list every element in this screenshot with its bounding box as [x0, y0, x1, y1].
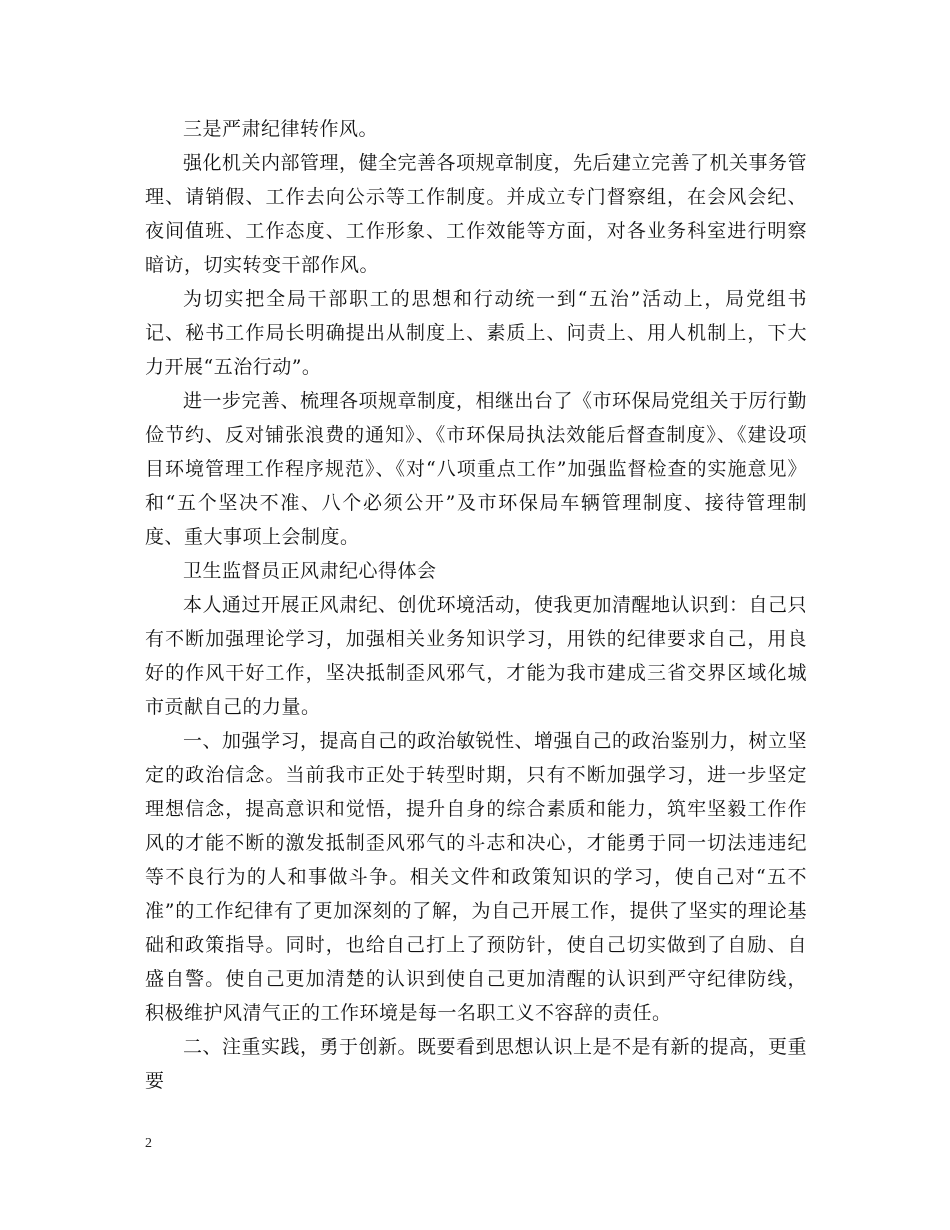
paragraph-internal-management: 强化机关内部管理，健全完善各项规章制度，先后建立完善了机关事务管理、请销假、工作去向公示等工作制度。并成立专门督察组，在会风会纪、夜间值班、工作态度、工作形象、工作效能等方面，对各业务科室进行明察暗访，切实转变干部作风。	[145, 152, 808, 276]
paragraph-regulations: 进一步完善、梳理各项规章制度，相继出台了《市环保局党组关于厉行勤俭节约、反对铺张浪费的通知》、《市环保局执法效能后督查制度》、《建设项目环境管理工作程序规范》、《对“八项重点工作”加强监督检查的实施意见》和“五个坚决不准、八个必须公开”及市环保局车辆管理制度、接待管理制度、重大事项上会制度。	[145, 390, 808, 548]
paragraph-introduction: 本人通过开展正风肃纪、创优环境活动，使我更加清醒地认识到：自己只有不断加强理论学习，加强相关业务知识学习，用铁的纪律要求自己，用良好的作风干好工作，坚决抵制歪风邪气，才能为我市建成三省交界区域化城市贡献自己的力量。	[145, 594, 808, 718]
paragraph-article-title: 卫生监督员正风肃纪心得体会	[183, 560, 437, 582]
paragraph-point-one: 一、加强学习，提高自己的政治敏锐性、增强自己的政治鉴别力，树立坚定的政治信念。当前我市正处于转型时期，只有不断加强学习，进一步坚定理想信念，提高意识和觉悟，提升自身的综合素质和能力，筑牢坚毅工作作风的才能不断的激发抵制歪风邪气的斗志和决心，才能勇于同一切法违违纪等不良行为的人和事做斗争。相关文件和政策知识的学习，使自己对“五不准”的工作纪律有了更加深刻的了解，为自己开展工作，提供了坚实的理论基础和政策指导。同时，也给自己打上了预防针，使自己切实做到了自励、自盛自警。使自己更加清楚的认识到使自己更加清醒的认识到严守纪律防线，积极维护风清气正的工作环境是每一名职工义不容辞的责任。	[145, 730, 808, 1024]
paragraph-point-two: 二、注重实践，勇于创新。既要看到思想认识上是不是有新的提高，更重要	[145, 1036, 808, 1092]
document-body	[145, 112, 807, 1098]
paragraph-five-governance: 为切实把全局干部职工的思想和行动统一到“五治”活动上，局党组书记、秘书工作局长明确提出从制度上、素质上、问责上、用人机制上，下大力开展“五治行动”。	[145, 288, 807, 378]
paragraph-section-heading: 三是严肃纪律转作风。	[183, 118, 379, 140]
page-number: 2	[145, 1136, 152, 1151]
